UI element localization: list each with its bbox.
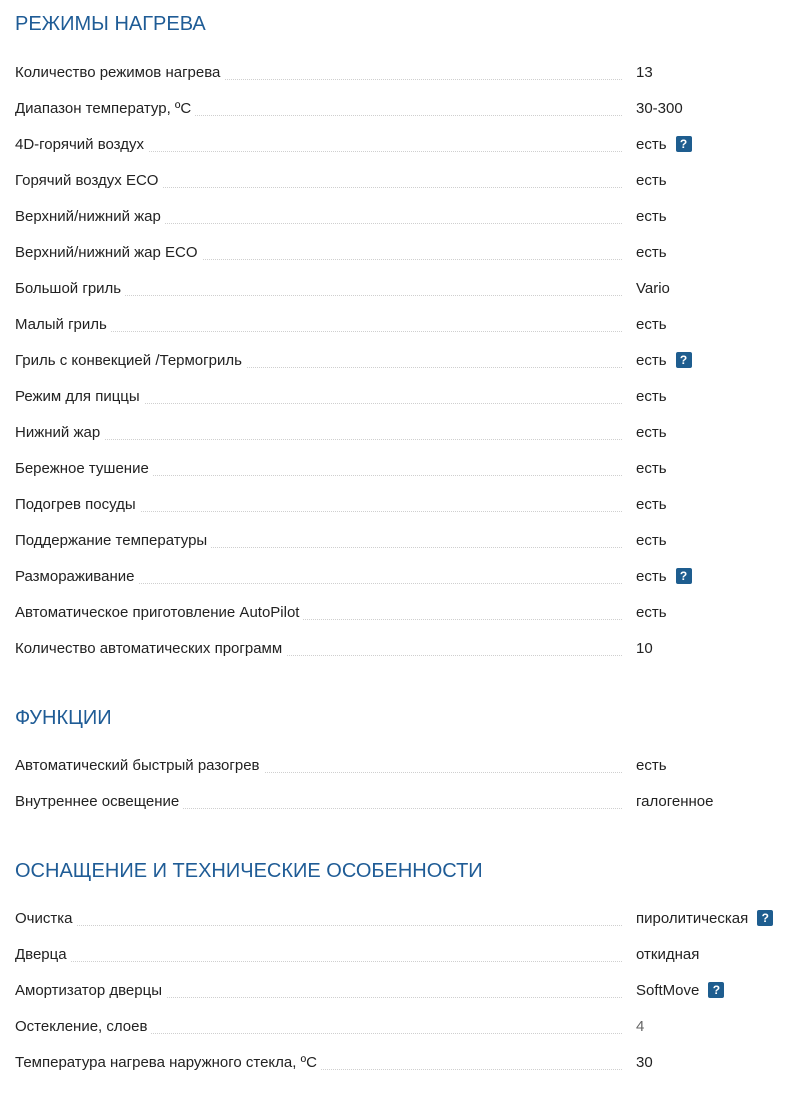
spec-value-wrap: [636, 1053, 653, 1073]
spec-row: [15, 495, 786, 531]
spec-value: есть: [636, 568, 667, 585]
spec-name: Внутреннее освещение: [15, 792, 183, 812]
spec-value: 30: [636, 1054, 653, 1071]
spec-name: Количество автоматических программ: [15, 639, 286, 659]
spec-name: 4D-горячий воздух: [15, 135, 148, 155]
spec-value-wrap: [636, 945, 699, 965]
spec-value-wrap: [636, 459, 667, 479]
spec-row: [15, 1017, 786, 1053]
spec-value-wrap: [636, 567, 692, 587]
spec-value: есть: [636, 604, 667, 621]
spec-name: Бережное тушение: [15, 459, 153, 479]
spec-row: [15, 171, 786, 207]
spec-name: Режим для пиццы: [15, 387, 144, 407]
spec-name: Гриль с конвекцией /Термогриль: [15, 351, 246, 371]
dotted-leader: [15, 961, 622, 962]
spec-row: [15, 981, 786, 1017]
dotted-leader: [15, 439, 622, 440]
spec-value: есть: [636, 532, 667, 549]
spec-value-wrap: [636, 531, 667, 551]
spec-row: [15, 603, 786, 639]
spec-value-wrap: [636, 135, 692, 155]
spec-value-wrap: [636, 99, 683, 119]
spec-value-wrap: [636, 243, 667, 263]
help-icon[interactable]: ?: [676, 352, 692, 368]
spec-name: Верхний/нижний жар ECO: [15, 243, 202, 263]
spec-value: есть: [636, 352, 667, 369]
spec-value-wrap: [636, 207, 667, 227]
spec-value-wrap: [636, 909, 773, 929]
spec-name: Большой гриль: [15, 279, 125, 299]
spec-value: пиролитическая: [636, 910, 749, 927]
spec-name: Подогрев посуды: [15, 495, 140, 515]
spec-value: SoftMove: [636, 982, 700, 999]
spec-name: Очистка: [15, 909, 76, 929]
help-icon[interactable]: ?: [676, 568, 692, 584]
spec-row: [15, 63, 786, 99]
dotted-leader: [15, 925, 622, 926]
spec-value: есть: [636, 136, 667, 153]
section-title: ОСНАЩЕНИЕ И ТЕХНИЧЕСКИЕ ОСОБЕННОСТИ: [15, 860, 483, 882]
section-title: ФУНКЦИИ: [15, 707, 112, 729]
spec-value-wrap: [636, 387, 667, 407]
section-functions: [15, 706, 786, 810]
spec-row: [15, 351, 786, 387]
spec-row: [15, 459, 786, 495]
spec-row: [15, 423, 786, 459]
spec-list: [15, 63, 786, 675]
spec-list: [15, 756, 786, 828]
spec-row: [15, 792, 786, 828]
spec-value: есть: [636, 172, 667, 189]
help-icon[interactable]: ?: [676, 136, 692, 152]
spec-value-wrap: [636, 351, 692, 371]
spec-value: откидная: [636, 946, 700, 963]
spec-value: 13: [636, 64, 653, 81]
spec-value: 10: [636, 640, 653, 657]
spec-name: Дверца: [15, 945, 71, 965]
spec-name: Автоматическое приготовление AutoPilot: [15, 603, 303, 623]
help-icon[interactable]: ?: [757, 910, 773, 926]
spec-row: [15, 1053, 786, 1089]
spec-row: [15, 945, 786, 981]
section-title: РЕЖИМЫ НАГРЕВА: [15, 13, 206, 35]
spec-name: Количество режимов нагрева: [15, 63, 224, 83]
spec-name: Температура нагрева наружного стекла, ºC: [15, 1053, 321, 1073]
section-equipment: [15, 859, 786, 1071]
spec-list: [15, 909, 786, 1089]
spec-value-wrap: [636, 603, 667, 623]
spec-row: [15, 135, 786, 171]
spec-name: Горячий воздух ECO: [15, 171, 162, 191]
spec-value: есть: [636, 757, 667, 774]
spec-name: Автоматический быстрый разогрев: [15, 756, 264, 776]
spec-value: есть: [636, 496, 667, 513]
spec-row: [15, 756, 786, 792]
spec-name: Верхний/нижний жар: [15, 207, 165, 227]
spec-value-wrap: [636, 495, 667, 515]
spec-value: есть: [636, 424, 667, 441]
spec-value-wrap: [636, 1017, 644, 1037]
spec-value: 30-300: [636, 100, 683, 117]
spec-value-wrap: [636, 171, 667, 191]
spec-value-wrap: [636, 639, 653, 659]
spec-name: Размораживание: [15, 567, 138, 587]
spec-row: [15, 279, 786, 315]
spec-value: Vario: [636, 280, 670, 297]
spec-name: Малый гриль: [15, 315, 111, 335]
spec-value: есть: [636, 460, 667, 477]
spec-name: Нижний жар: [15, 423, 104, 443]
spec-value-wrap: [636, 792, 713, 812]
spec-value: есть: [636, 244, 667, 261]
spec-value-wrap: [636, 423, 667, 443]
help-icon[interactable]: ?: [708, 982, 724, 998]
spec-value: есть: [636, 208, 667, 225]
spec-row: [15, 99, 786, 135]
spec-row: [15, 207, 786, 243]
spec-row: [15, 909, 786, 945]
spec-row: [15, 639, 786, 675]
spec-value-wrap: [636, 279, 670, 299]
spec-row: [15, 567, 786, 603]
section-heating-modes: [15, 12, 786, 657]
spec-row: [15, 315, 786, 351]
spec-value-wrap: [636, 981, 724, 1001]
spec-row: [15, 387, 786, 423]
spec-name: Диапазон температур, ºC: [15, 99, 195, 119]
spec-value-wrap: [636, 315, 667, 335]
spec-value-wrap: [636, 756, 667, 776]
spec-name: Остекление, слоев: [15, 1017, 151, 1037]
spec-name: Амортизатор дверцы: [15, 981, 166, 1001]
spec-value-wrap: [636, 63, 653, 83]
spec-name: Поддержание температуры: [15, 531, 211, 551]
spec-row: [15, 243, 786, 279]
spec-row: [15, 531, 786, 567]
spec-value: есть: [636, 388, 667, 405]
spec-value: 4: [636, 1018, 645, 1035]
spec-value: есть: [636, 316, 667, 333]
spec-value: галогенное: [636, 793, 714, 810]
